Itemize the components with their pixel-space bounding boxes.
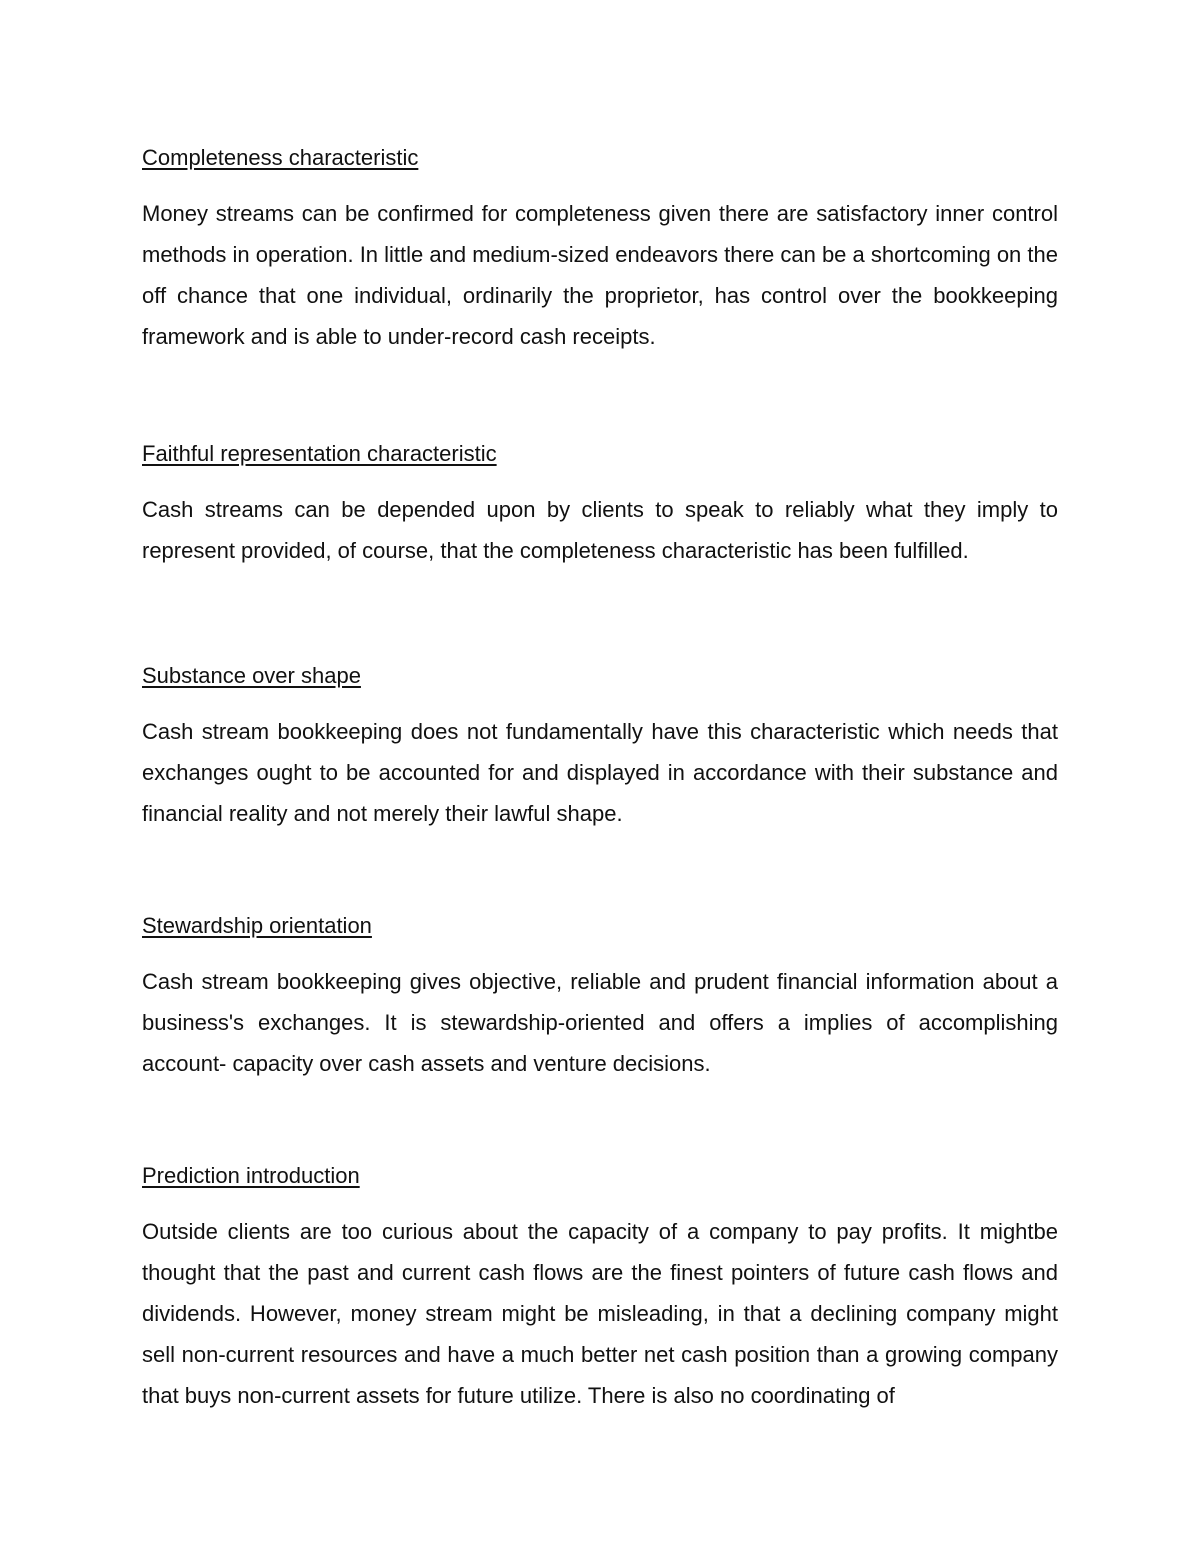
section-paragraph: Cash stream bookkeeping gives objective, reliable and prudent financial information about a business's exchanges. It is stewardship-oriented and offers a implies of accomplishing account- capacity over cash assets and venture decisions.	[142, 969, 1058, 1076]
section-paragraph: Money streams can be confirmed for completeness given there are satisfactory inner control methods in operation. In little and medium-sized endeavors there can be a shortcoming on the off chance that one individual, ordinarily the proprietor, has control over the bookkeeping framework and is able to under-record cash receipts.	[142, 201, 1058, 349]
section-faithful-representation	[142, 434, 1058, 656]
section-heading: Substance over shape	[142, 663, 361, 688]
section-prediction-introduction	[142, 1156, 1058, 1416]
section-paragraph: Outside clients are too curious about the capacity of a company to pay profits. It mightbe thought that the past and current cash flows are the finest pointers of future cash flows and dividends. However, money stream might be misleading, in that a declining company might sell non-current resources and have a much better net cash position than a growing company that buys non-current assets for future utilize. There is also no coordinating of	[142, 1219, 1058, 1408]
document-page	[142, 138, 1058, 1416]
section-substance-over-shape	[142, 656, 1058, 906]
section-stewardship-orientation	[142, 906, 1058, 1156]
section-paragraph: Cash streams can be depended upon by clients to speak to reliably what they imply to represent provided, of course, that the completeness characteristic has been fulfilled.	[142, 497, 1058, 563]
section-paragraph: Cash stream bookkeeping does not fundamentally have this characteristic which needs that exchanges ought to be accounted for and displayed in accordance with their substance and financial reality and not merely their lawful shape.	[142, 719, 1058, 826]
section-heading: Prediction introduction	[142, 1163, 360, 1188]
section-heading: Stewardship orientation	[142, 913, 372, 938]
section-heading: Faithful representation characteristic	[142, 441, 497, 466]
section-heading: Completeness characteristic	[142, 145, 419, 170]
section-completeness	[142, 138, 1058, 434]
